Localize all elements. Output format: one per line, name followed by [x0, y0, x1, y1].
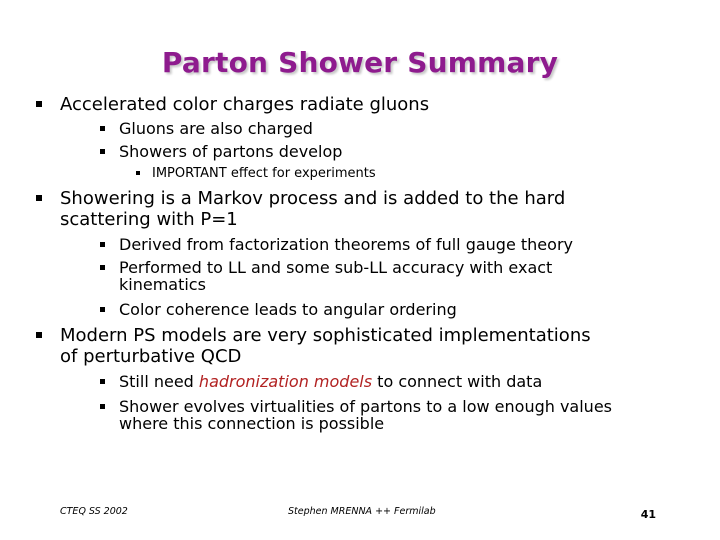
bullet-text-line: Modern PS models are very sophisticated implementations [60, 325, 591, 346]
highlighted-term: hadronization models [198, 372, 373, 391]
bullet-text-line: kinematics [119, 275, 206, 294]
bullet-text [119, 373, 542, 390]
footer-left: CTEQ SS 2002 [60, 506, 128, 517]
slide-title: Parton Shower Summary [161, 46, 559, 79]
bullet-text-line: Performed to LL and some sub-LL accuracy with exact [119, 258, 553, 277]
bullet-level1 [36, 325, 696, 367]
bullet-level2 [100, 143, 680, 160]
bullet-text: Gluons are also charged [119, 119, 313, 138]
bullet-square-icon [100, 149, 105, 154]
bullet-square-icon [100, 126, 105, 131]
bullet-square-icon [100, 307, 105, 312]
bullet-square-icon [36, 101, 42, 107]
bullet-level2 [100, 259, 680, 293]
bullet-text [119, 398, 612, 432]
bullet-level2 [100, 398, 680, 432]
bullet-level2 [100, 236, 680, 253]
bullet-square-icon [100, 265, 105, 270]
bullet-text: Color coherence leads to angular ordering [119, 300, 457, 319]
bullet-square-icon [100, 242, 105, 247]
bullet-text-line: where this connection is possible [119, 414, 385, 433]
bullet-text [119, 259, 552, 293]
bullet-text: Accelerated color charges radiate gluons [60, 94, 430, 115]
bullet-text-line: of perturbative QCD [60, 346, 242, 367]
bullet-level2 [100, 120, 680, 137]
bullet-text-line: Shower evolves virtualities of partons to a low enough values [119, 397, 612, 416]
bullet-square-icon [36, 332, 42, 338]
page-number: 41 [640, 508, 656, 521]
bullet-square-icon [136, 171, 140, 175]
bullet-level1 [36, 94, 696, 115]
bullet-square-icon [100, 404, 105, 409]
bullet-text: Showers of partons develop [119, 142, 343, 161]
bullet-level2 [100, 301, 680, 318]
bullet-text: IMPORTANT effect for experiments [152, 166, 376, 181]
bullet-square-icon [100, 379, 105, 384]
bullet-text-part: to connect with data [372, 372, 543, 391]
bullet-level3 [136, 166, 676, 181]
footer-center: Stephen MRENNA ++ Fermilab [288, 506, 436, 517]
bullet-square-icon [36, 195, 42, 201]
bullet-text-part: Still need [119, 372, 199, 391]
bullet-text [60, 188, 565, 230]
bullet-level1 [36, 188, 696, 230]
bullet-text-line: Showering is a Markov process and is added to the hard [60, 188, 566, 209]
bullet-text [60, 325, 591, 367]
bullet-level2 [100, 373, 680, 390]
bullet-text: Derived from factorization theorems of full gauge theory [119, 235, 573, 254]
bullet-text-line: scattering with P=1 [60, 209, 238, 230]
